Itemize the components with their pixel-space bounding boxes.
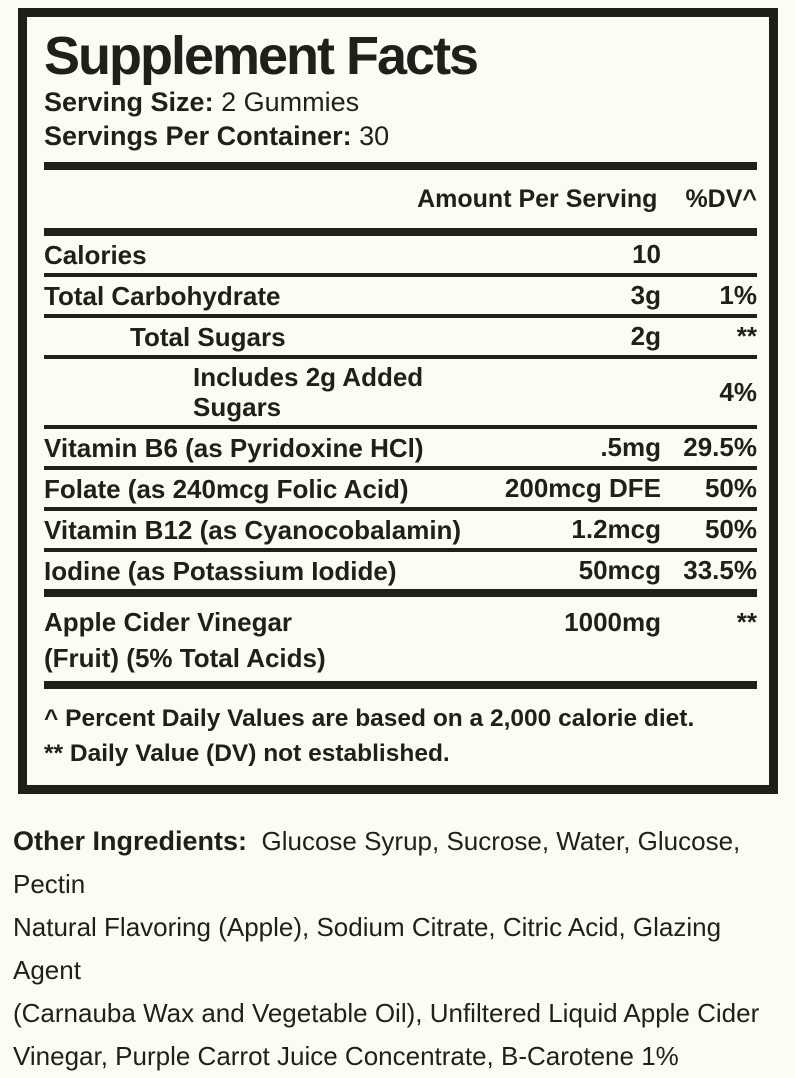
nutrient-amount: .5mg — [600, 432, 661, 462]
nutrient-name: Calories — [44, 239, 147, 270]
other-ingredients-line4: Vinegar, Purple Carrot Juice Concentrate, B-Carotene 1% — [13, 1041, 679, 1071]
table-row-total-carbohydrate — [44, 273, 757, 314]
servings-per-container-label: Servings Per Container: — [44, 121, 352, 151]
footnote-dv-not-established: ** Daily Value (DV) not established. — [44, 740, 450, 767]
supplement-label-page — [0, 8, 795, 1071]
other-ingredients-line3: (Carnauba Wax and Vegetable Oil), Unfiltered Liquid Apple Cider — [13, 998, 760, 1028]
other-ingredients-label: Other Ingredients: — [13, 826, 248, 856]
table-row-calories — [44, 236, 757, 273]
nutrient-name: Includes 2g Added Sugars — [193, 362, 424, 422]
other-ingredients-line1: Glucose Syrup, Sucrose, Water, Glucose, Pectin — [13, 826, 741, 899]
nutrient-dv: 1% — [719, 280, 757, 310]
table-row-folate — [44, 466, 757, 507]
servings-per-container-value: 30 — [359, 121, 390, 151]
nutrient-amount: 1000mg — [564, 607, 661, 637]
nutrient-dv: 33.5% — [683, 555, 757, 585]
other-ingredients-line2: Natural Flavoring (Apple), Sodium Citrate, Citric Acid, Glazing Agent — [13, 912, 722, 985]
nutrient-amount: 2g — [630, 321, 661, 351]
column-header-amount: Amount Per Serving — [417, 185, 658, 213]
table-column-headers — [44, 170, 757, 228]
nutrient-amount: 10 — [632, 239, 661, 269]
table-row-vitamin-b6 — [44, 425, 757, 466]
servings-per-container-line — [44, 119, 757, 153]
other-ingredients-section — [0, 794, 795, 1078]
column-header-dv: %DV^ — [685, 185, 757, 213]
nutrient-name: Vitamin B6 (as Pyridoxine HCl) — [44, 432, 424, 463]
acv-name-line1: Apple Cider Vinegar — [44, 607, 293, 637]
nutrient-dv: ** — [736, 607, 757, 637]
nutrient-amount: 3g — [630, 280, 661, 310]
table-row-added-sugars — [44, 355, 757, 425]
nutrient-amount: 200mcg DFE — [504, 473, 661, 503]
divider-thick-header — [44, 228, 757, 236]
acv-name-line2: (Fruit) (5% Total Acids) — [44, 643, 326, 673]
nutrient-dv: 4% — [719, 376, 757, 407]
nutrient-name: Iodine (as Potassium Iodide) — [44, 555, 397, 586]
table-row-vitamin-b12 — [44, 507, 757, 548]
nutrient-name: Vitamin B12 (as Cyanocobalamin) — [44, 514, 462, 545]
footnotes — [44, 689, 757, 785]
divider-thick-bottom — [44, 681, 757, 689]
nutrient-table — [44, 236, 757, 589]
table-row-apple-cider-vinegar — [44, 597, 757, 681]
nutrient-name: Folate (as 240mcg Folic Acid) — [44, 473, 409, 504]
footnote-daily-values: ^ Percent Daily Values are based on a 2,000 calorie diet. — [44, 705, 695, 732]
nutrient-dv: ** — [736, 321, 757, 351]
nutrient-dv: 50% — [704, 473, 757, 503]
nutrient-amount: 50mcg — [578, 555, 661, 585]
table-row-total-sugars — [44, 314, 757, 355]
nutrient-name — [44, 604, 491, 676]
table-row-iodine — [44, 548, 757, 589]
panel-title: Supplement Facts — [44, 26, 478, 86]
nutrient-dv: 50% — [704, 514, 757, 544]
divider-thick-top — [44, 162, 757, 170]
nutrient-dv: 29.5% — [683, 432, 757, 462]
serving-size-value: 2 Gummies — [221, 87, 360, 117]
serving-size-line — [44, 85, 757, 119]
nutrient-name: Total Sugars — [130, 321, 286, 352]
serving-size-label: Serving Size: — [44, 87, 214, 117]
nutrient-name: Total Carbohydrate — [44, 280, 281, 311]
divider-thick-mid — [44, 589, 757, 597]
nutrient-amount: 1.2mcg — [571, 514, 661, 544]
supplement-facts-panel — [18, 8, 778, 794]
